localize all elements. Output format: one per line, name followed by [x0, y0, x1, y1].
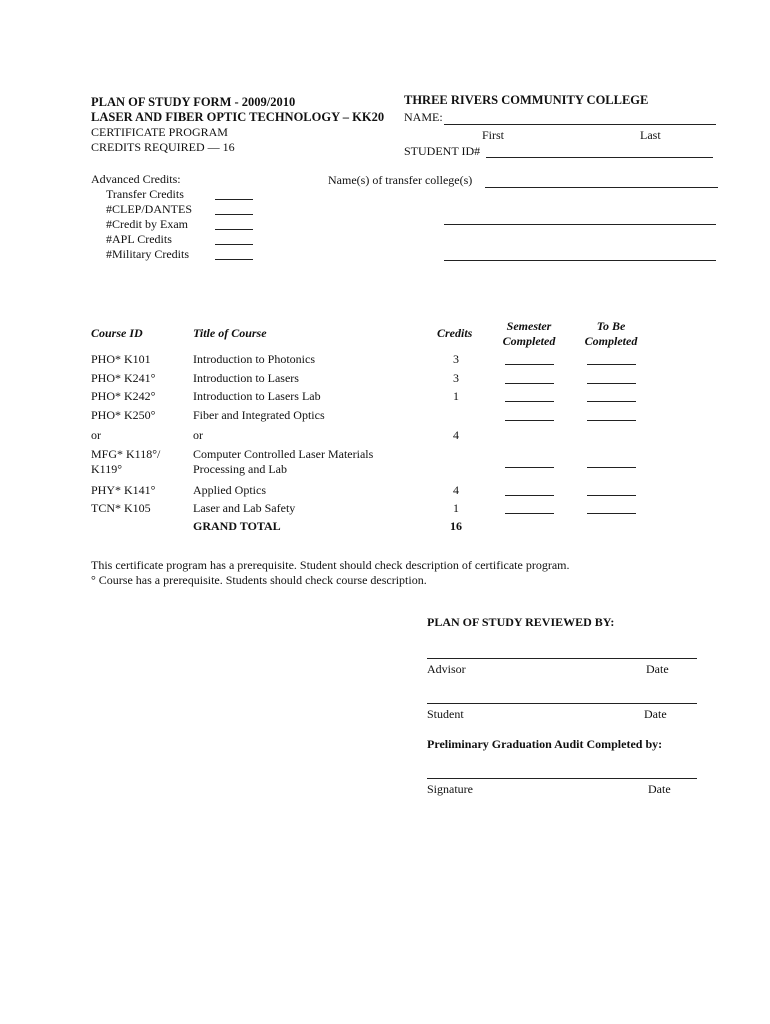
header-semester-2: Completed	[502, 334, 556, 348]
review-heading: PLAN OF STUDY REVIEWED BY:	[427, 615, 615, 629]
credits-required: CREDITS REQUIRED — 16	[91, 140, 235, 154]
header-tobe-1: To Be	[596, 319, 626, 333]
to-be-completed-field[interactable]	[587, 401, 636, 402]
header-semester-1: Semester	[506, 319, 552, 333]
college-name: THREE RIVERS COMMUNITY COLLEGE	[404, 93, 649, 107]
certificate-label: CERTIFICATE PROGRAM	[91, 125, 228, 139]
student-date-label: Date	[644, 707, 667, 721]
course-id: MFG* K118°/	[91, 447, 161, 461]
course-title-cont: Processing and Lab	[193, 462, 287, 476]
clep-label: #CLEP/DANTES	[106, 202, 193, 216]
to-be-completed-field[interactable]	[587, 495, 636, 496]
student-id-label: STUDENT ID#	[404, 144, 481, 158]
course-credits: 1	[453, 501, 459, 515]
course-title: Introduction to Photonics	[193, 352, 315, 366]
course-title: Laser and Lab Safety	[193, 501, 296, 515]
course-title: Introduction to Lasers Lab	[193, 389, 321, 403]
semester-completed-field[interactable]	[505, 495, 554, 496]
course-id: PHY* K141°	[91, 483, 156, 497]
course-title: Introduction to Lasers	[193, 371, 299, 385]
course-id: PHO* K241°	[91, 371, 156, 385]
course-credits: 1	[453, 389, 459, 403]
program-title: LASER AND FIBER OPTIC TECHNOLOGY – KK20	[91, 110, 385, 124]
semester-completed-field[interactable]	[505, 420, 554, 421]
audit-heading: Preliminary Graduation Audit Completed by:	[427, 737, 663, 751]
header-credits: Credits	[437, 326, 473, 340]
semester-completed-field[interactable]	[505, 467, 554, 468]
advisor-label: Advisor	[427, 662, 466, 676]
apl-credits-field[interactable]	[215, 244, 253, 245]
name-field[interactable]	[444, 124, 716, 125]
course-id: PHO* K101	[91, 352, 151, 366]
course-credits: 3	[453, 352, 459, 366]
prerequisite-note: This certificate program has a prerequisite. Student should check description of certificate program.	[91, 558, 570, 572]
grand-total-value: 16	[450, 519, 462, 533]
advanced-credits-heading: Advanced Credits:	[91, 172, 181, 186]
course-prerequisite-note: ° Course has a prerequisite. Students should check course description.	[91, 573, 427, 587]
military-credits-field[interactable]	[215, 259, 253, 260]
credit-by-exam-label: #Credit by Exam	[106, 217, 188, 231]
student-signature-field[interactable]	[427, 703, 697, 704]
semester-completed-field[interactable]	[505, 364, 554, 365]
signature-date-label: Date	[648, 782, 671, 796]
first-label: First	[482, 128, 505, 142]
course-id: PHO* K250°	[91, 408, 156, 422]
advisor-signature-field[interactable]	[427, 658, 697, 659]
apl-credits-label: #APL Credits	[106, 232, 172, 246]
transfer-college-field-3[interactable]	[444, 260, 716, 261]
course-id-cont: K119°	[91, 462, 123, 476]
audit-signature-field[interactable]	[427, 778, 697, 779]
to-be-completed-field[interactable]	[587, 364, 636, 365]
header-title: Title of Course	[193, 326, 267, 340]
student-id-field[interactable]	[486, 157, 713, 158]
form-title: PLAN OF STUDY FORM - 2009/2010	[91, 95, 296, 109]
header-course-id: Course ID	[91, 326, 143, 340]
military-credits-label: #Military Credits	[106, 247, 189, 261]
header-tobe-2: Completed	[584, 334, 638, 348]
course-credits: 4	[453, 428, 459, 442]
transfer-college-label: Name(s) of transfer college(s)	[328, 173, 473, 187]
name-label: NAME:	[404, 110, 443, 124]
course-credits: 4	[453, 483, 459, 497]
credit-by-exam-field[interactable]	[215, 229, 253, 230]
course-id-or: or	[91, 428, 101, 442]
advisor-date-label: Date	[646, 662, 669, 676]
to-be-completed-field[interactable]	[587, 513, 636, 514]
to-be-completed-field[interactable]	[587, 383, 636, 384]
to-be-completed-field[interactable]	[587, 420, 636, 421]
transfer-college-field-1[interactable]	[485, 187, 718, 188]
semester-completed-field[interactable]	[505, 383, 554, 384]
clep-field[interactable]	[215, 214, 253, 215]
transfer-credits-label: Transfer Credits	[106, 187, 184, 201]
course-id: PHO* K242°	[91, 389, 156, 403]
course-title: Fiber and Integrated Optics	[193, 408, 325, 422]
semester-completed-field[interactable]	[505, 513, 554, 514]
to-be-completed-field[interactable]	[587, 467, 636, 468]
transfer-college-field-2[interactable]	[444, 224, 716, 225]
grand-total-label: GRAND TOTAL	[193, 519, 281, 533]
course-title-or: or	[193, 428, 203, 442]
student-label: Student	[427, 707, 464, 721]
semester-completed-field[interactable]	[505, 401, 554, 402]
course-title: Applied Optics	[193, 483, 266, 497]
course-title: Computer Controlled Laser Materials	[193, 447, 374, 461]
signature-label: Signature	[427, 782, 473, 796]
transfer-credits-field[interactable]	[215, 199, 253, 200]
last-label: Last	[640, 128, 661, 142]
course-credits: 3	[453, 371, 459, 385]
course-id: TCN* K105	[91, 501, 151, 515]
